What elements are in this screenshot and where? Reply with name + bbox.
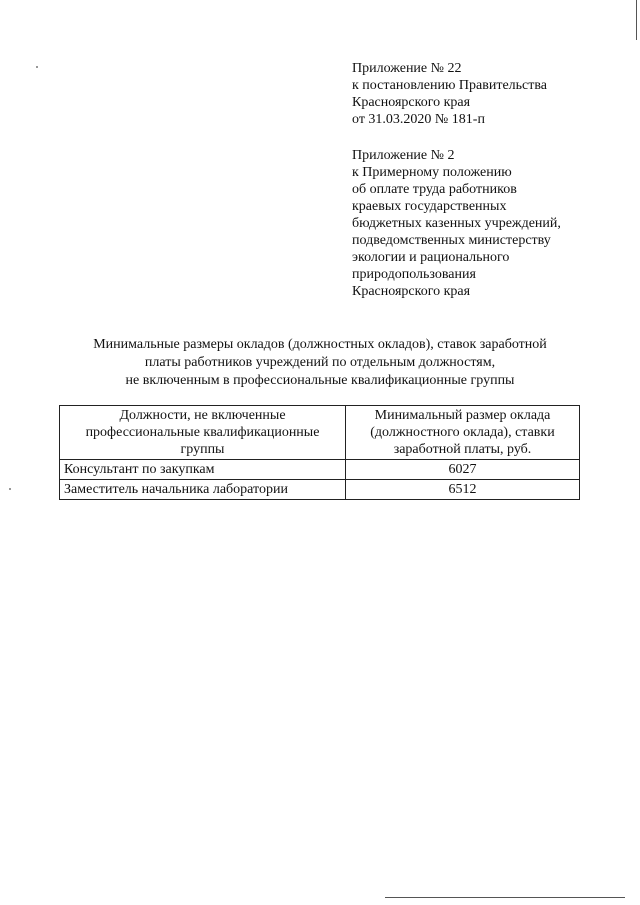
appendix-line: Красноярского края: [352, 95, 471, 110]
cell-position: Консультант по закупкам: [60, 460, 346, 480]
appendix-line: бюджетных казенных учреждений,: [352, 216, 561, 231]
appendix-line: к постановлению Правительства: [352, 78, 548, 93]
scan-artifact-dot: [36, 66, 38, 68]
appendix-line: Приложение № 22: [352, 61, 462, 76]
header-position: Должности, не включенные профессиональные квалификационные группы: [60, 406, 346, 460]
scan-artifact-bottom-line: [385, 897, 625, 898]
scan-artifact-dot: [9, 488, 11, 490]
appendix-line: экологии и рационального: [352, 250, 510, 265]
appendix-line: от 31.03.2020 № 181-п: [352, 112, 485, 127]
header-min-salary: Минимальный размер оклада (должностного оклада), ставки заработной платы, руб.: [346, 406, 580, 460]
title-line: платы работников учреждений по отдельным должностям,: [144, 355, 496, 370]
appendix-line: природопользования: [352, 267, 476, 282]
document-title: [60, 336, 580, 390]
title-line: Минимальные размеры окладов (должностных окладов), ставок заработной: [93, 337, 547, 352]
table-header-row: [60, 406, 580, 460]
appendix-line: Красноярского края: [352, 284, 471, 299]
appendix-line: об оплате труда работников: [352, 182, 517, 197]
appendix-2-header: [352, 147, 561, 300]
table-row: [60, 460, 580, 480]
appendix-line: подведомственных министерству: [352, 233, 551, 248]
appendix-22-header: [352, 60, 547, 128]
title-line: не включенным в профессиональные квалификационные группы: [125, 373, 515, 388]
scan-artifact-right-edge: [636, 0, 637, 40]
appendix-line: краевых государственных: [352, 199, 507, 214]
salary-table: [59, 405, 580, 500]
cell-salary: 6512: [346, 480, 580, 500]
cell-position: Заместитель начальника лаборатории: [60, 480, 346, 500]
appendix-line: Приложение № 2: [352, 148, 455, 163]
cell-salary: 6027: [346, 460, 580, 480]
table-row: [60, 480, 580, 500]
appendix-line: к Примерному положению: [352, 165, 512, 180]
